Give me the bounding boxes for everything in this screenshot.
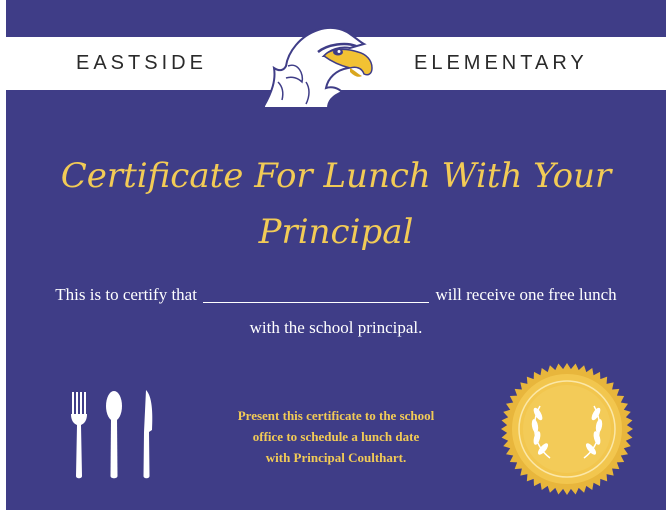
certify-statement-line2: with the school principal. (249, 318, 423, 337)
spoon-icon (106, 391, 122, 478)
instructions-line-2: office to schedule a lunch date (252, 429, 420, 444)
fork-icon (71, 392, 87, 478)
gold-seal-icon (500, 362, 634, 496)
knife-icon (144, 390, 153, 478)
certify-text-before: This is to certify that (55, 285, 197, 304)
recipient-name-blank (203, 284, 429, 303)
title-line-1: Certificate For Lunch With Your (60, 156, 612, 196)
school-name-left: EASTSIDE (76, 52, 207, 74)
eagle-mascot-icon (258, 22, 376, 108)
fork-spoon-knife-icon (66, 386, 162, 482)
title-line-2: Principal (258, 212, 414, 252)
certify-text-after: will receive one free lunch (435, 285, 617, 304)
instructions-line-1: Present this certificate to the school (237, 408, 435, 423)
instructions-text (206, 405, 466, 468)
certify-statement (6, 284, 666, 305)
school-name-right: ELEMENTARY (414, 52, 588, 74)
certificate-title (20, 148, 652, 260)
instructions-line-3: with Principal Coulthart. (265, 450, 407, 465)
